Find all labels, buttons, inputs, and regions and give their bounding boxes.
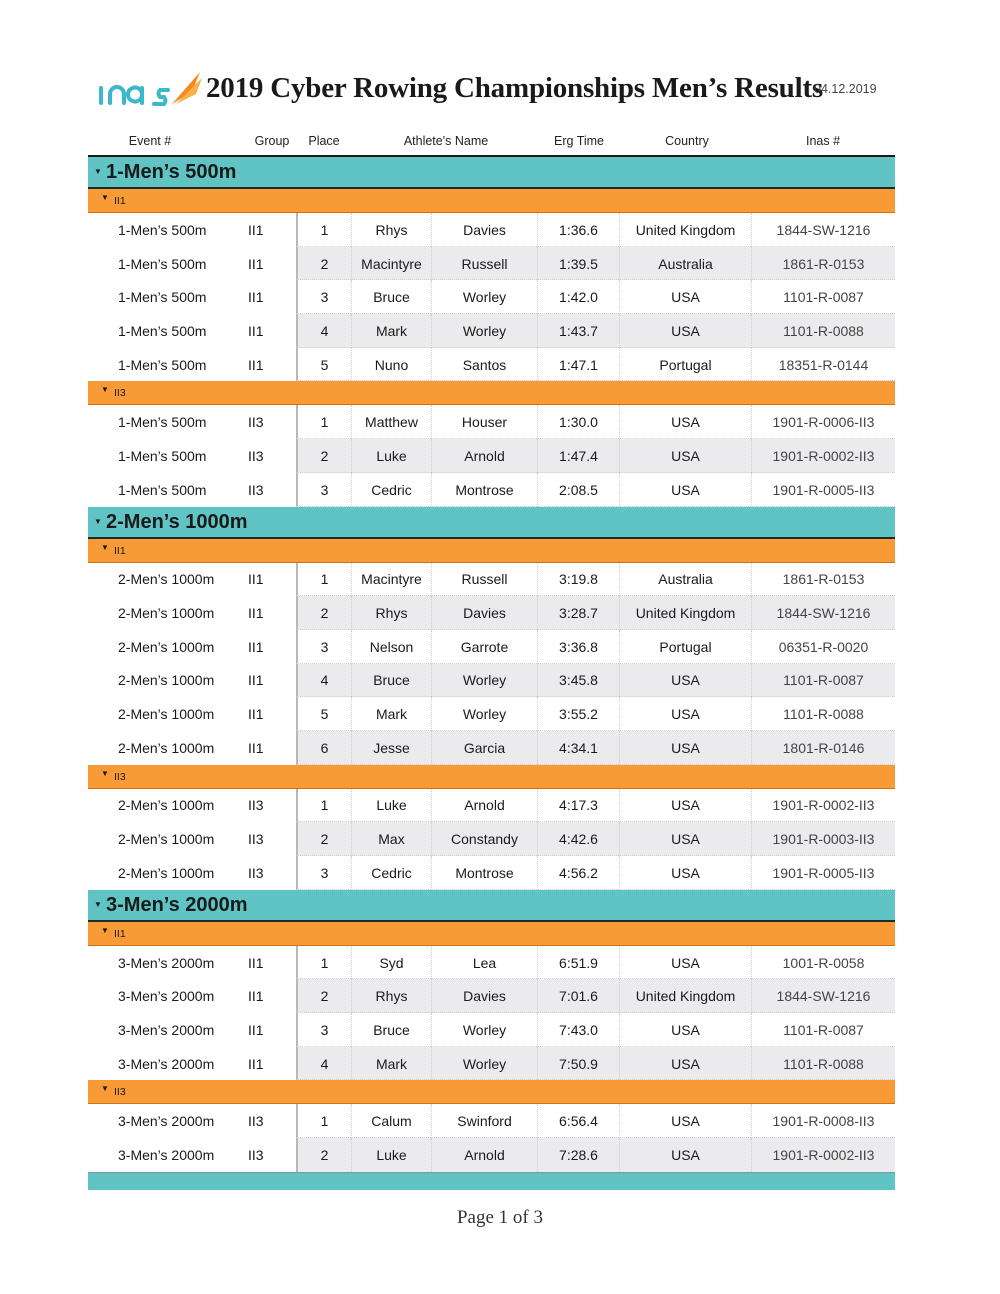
triangle-down-icon[interactable]: ▼ xyxy=(101,768,109,778)
col-place: Place xyxy=(308,134,340,148)
erg-time-cell: 1:30.0 xyxy=(538,405,620,439)
first-name-cell: Macintyre xyxy=(352,247,432,281)
erg-time-cell: 1:43.7 xyxy=(538,314,620,348)
last-name-cell: Russell xyxy=(432,563,538,597)
first-name-cell: Macintyre xyxy=(352,563,432,597)
inas-id-cell: 18351-R-0144 xyxy=(778,356,869,373)
first-name-cell: Jesse xyxy=(352,731,432,765)
inas-id-cell: 1901-R-0003-II3 xyxy=(772,831,875,848)
group-label: II3 xyxy=(114,770,126,783)
event-cell: 1-Men’s 500m xyxy=(118,356,207,373)
erg-time-cell: 4:56.2 xyxy=(538,856,620,890)
table-row[interactable] xyxy=(88,439,895,473)
inas-id-cell: 1901-R-0002-II3 xyxy=(772,447,875,464)
event-cell: 2-Men’s 1000m xyxy=(118,672,215,689)
event-cell: 3-Men’s 2000m xyxy=(118,954,215,971)
event-title: 3-Men’s 2000m xyxy=(106,893,248,916)
group-rows xyxy=(88,405,895,506)
group-cell: II1 xyxy=(248,356,264,373)
group-cell: II3 xyxy=(248,447,264,464)
triangle-down-icon[interactable]: ▼ xyxy=(101,925,109,935)
country-cell: Portugal xyxy=(620,630,752,664)
place-cell: 3 xyxy=(298,280,352,314)
group-cell: II1 xyxy=(248,954,264,971)
erg-time-cell: 1:42.0 xyxy=(538,280,620,314)
page-number: Page 1 of 3 xyxy=(456,1207,543,1228)
place-cell: 1 xyxy=(298,789,352,823)
erg-time-cell: 6:51.9 xyxy=(538,946,620,980)
inas-id-cell: 1861-R-0153 xyxy=(782,571,865,588)
inas-id-cell: 1101-R-0087 xyxy=(783,1021,864,1038)
group-cell: II3 xyxy=(248,831,264,848)
place-cell: 2 xyxy=(298,439,352,473)
group-cell: II1 xyxy=(248,988,264,1005)
event-cell: 2-Men’s 1000m xyxy=(118,797,215,814)
event-cell: 3-Men’s 2000m xyxy=(118,1146,215,1163)
first-name-cell: Max xyxy=(352,822,432,856)
last-name-cell: Montrose xyxy=(432,856,538,890)
last-name-cell: Arnold xyxy=(432,439,538,473)
inas-id-cell: 1001-R-0058 xyxy=(782,954,865,971)
last-name-cell: Davies xyxy=(432,596,538,630)
event-cell: 2-Men’s 1000m xyxy=(118,605,215,622)
group-cell: II1 xyxy=(248,322,264,339)
inas-id-cell: 1801-R-0146 xyxy=(782,739,865,756)
group-cell: II1 xyxy=(248,571,264,588)
place-cell: 4 xyxy=(298,1047,352,1081)
country-cell: USA xyxy=(620,946,752,980)
erg-time-cell: 3:36.8 xyxy=(538,630,620,664)
group-rows xyxy=(88,1104,895,1171)
country-cell: United Kingdom xyxy=(620,979,752,1013)
last-name-cell: Lea xyxy=(432,946,538,980)
inas-id-cell: 1861-R-0153 xyxy=(782,255,865,272)
triangle-down-icon[interactable]: ▼ xyxy=(101,1084,109,1094)
country-cell: USA xyxy=(620,1013,752,1047)
country-cell: United Kingdom xyxy=(620,596,752,630)
erg-time-cell: 1:47.4 xyxy=(538,439,620,473)
group-cell: II3 xyxy=(248,864,264,881)
erg-time-cell: 7:43.0 xyxy=(538,1013,620,1047)
group-cell: II1 xyxy=(248,255,264,272)
country-cell: USA xyxy=(620,1047,752,1081)
table-row[interactable] xyxy=(88,405,895,439)
last-name-cell: Worley xyxy=(432,697,538,731)
place-cell: 2 xyxy=(298,1138,352,1172)
first-name-cell: Luke xyxy=(352,439,432,473)
place-cell: 1 xyxy=(298,946,352,980)
place-cell: 6 xyxy=(298,731,352,765)
place-cell: 1 xyxy=(298,563,352,597)
last-name-cell: Houser xyxy=(432,405,538,439)
event-title: 1-Men’s 500m xyxy=(106,161,237,183)
group-cell: II1 xyxy=(248,638,264,655)
event-title: 2-Men’s 1000m xyxy=(106,510,248,533)
place-cell: 3 xyxy=(298,473,352,507)
table-row[interactable] xyxy=(88,630,895,664)
inas-id-cell: 1844-SW-1216 xyxy=(776,988,871,1005)
erg-time-cell: 4:17.3 xyxy=(538,789,620,823)
group-cell: II3 xyxy=(248,481,264,498)
group-cell: II1 xyxy=(248,672,264,689)
last-name-cell: Garcia xyxy=(432,731,538,765)
last-name-cell: Santos xyxy=(432,348,538,382)
inas-id-cell: 1901-R-0006-II3 xyxy=(772,414,875,431)
table-row[interactable] xyxy=(88,856,895,890)
group-cell: II3 xyxy=(248,1113,264,1130)
place-cell: 5 xyxy=(298,697,352,731)
last-name-cell: Montrose xyxy=(432,473,538,507)
inas-id-cell: 1844-SW-1216 xyxy=(776,221,871,238)
group-label: II1 xyxy=(114,544,126,557)
first-name-cell: Cedric xyxy=(352,473,432,507)
group-label: II1 xyxy=(114,927,126,940)
table-row[interactable] xyxy=(88,697,895,731)
inas-id-cell: 1901-R-0005-II3 xyxy=(772,481,875,498)
event-cell: 1-Men’s 500m xyxy=(118,289,207,306)
country-cell: USA xyxy=(620,1104,752,1138)
country-cell: Portugal xyxy=(620,348,752,382)
inas-id-cell: 1101-R-0088 xyxy=(783,322,864,339)
event-cell: 3-Men’s 2000m xyxy=(118,988,215,1005)
table-row[interactable] xyxy=(88,314,895,348)
col-inas: Inas # xyxy=(805,134,841,148)
group-header[interactable] xyxy=(88,922,895,946)
inas-id-cell: 1901-R-0005-II3 xyxy=(772,864,875,881)
table-row[interactable] xyxy=(88,563,895,597)
country-cell: USA xyxy=(620,822,752,856)
place-cell: 1 xyxy=(298,405,352,439)
triangle-down-icon[interactable]: ▼ xyxy=(94,516,102,526)
group-cell: II3 xyxy=(248,1146,264,1163)
country-cell: Australia xyxy=(620,247,752,281)
group-rows xyxy=(88,213,895,381)
erg-time-cell: 3:19.8 xyxy=(538,563,620,597)
country-cell: USA xyxy=(620,664,752,698)
country-cell: USA xyxy=(620,1138,752,1172)
place-cell: 4 xyxy=(298,314,352,348)
table-footer-band xyxy=(88,1172,895,1190)
group-cell: II1 xyxy=(248,706,264,723)
place-cell: 1 xyxy=(298,213,352,247)
place-cell: 5 xyxy=(298,348,352,382)
last-name-cell: Davies xyxy=(432,979,538,1013)
event-cell: 2-Men’s 1000m xyxy=(118,831,215,848)
col-country: Country xyxy=(665,134,709,148)
place-cell: 3 xyxy=(298,630,352,664)
event-cell: 1-Men’s 500m xyxy=(118,447,207,464)
erg-time-cell: 4:42.6 xyxy=(538,822,620,856)
place-cell: 2 xyxy=(298,247,352,281)
event-cell: 2-Men’s 1000m xyxy=(118,706,215,723)
place-cell: 2 xyxy=(298,979,352,1013)
country-cell: USA xyxy=(620,314,752,348)
last-name-cell: Davies xyxy=(432,213,538,247)
first-name-cell: Nuno xyxy=(352,348,432,382)
table-row[interactable] xyxy=(88,1138,895,1172)
group-header[interactable] xyxy=(88,381,895,405)
table-row[interactable] xyxy=(88,348,895,382)
event-cell: 1-Men’s 500m xyxy=(118,221,207,238)
inas-id-cell: 1901-R-0008-II3 xyxy=(772,1113,875,1130)
erg-time-cell: 1:47.1 xyxy=(538,348,620,382)
event-cell: 2-Men’s 1000m xyxy=(118,638,215,655)
event-header[interactable] xyxy=(88,890,895,922)
table-row[interactable] xyxy=(88,247,895,281)
erg-time-cell: 1:39.5 xyxy=(538,247,620,281)
group-cell: II1 xyxy=(248,1021,264,1038)
table-row[interactable] xyxy=(88,731,895,765)
erg-time-cell: 4:34.1 xyxy=(538,731,620,765)
results-table xyxy=(88,157,895,1190)
inas-id-cell: 1901-R-0002-II3 xyxy=(772,797,875,814)
country-cell: USA xyxy=(620,405,752,439)
table-row[interactable] xyxy=(88,789,895,823)
country-cell: United Kingdom xyxy=(620,213,752,247)
first-name-cell: Mark xyxy=(352,1047,432,1081)
last-name-cell: Arnold xyxy=(432,1138,538,1172)
group-label: II3 xyxy=(114,387,126,400)
table-row[interactable] xyxy=(88,1104,895,1138)
last-name-cell: Russell xyxy=(432,247,538,281)
event-header[interactable] xyxy=(88,157,895,189)
event-cell: 2-Men’s 1000m xyxy=(118,864,215,881)
inas-id-cell: 06351-R-0020 xyxy=(778,638,869,655)
country-cell: USA xyxy=(620,789,752,823)
place-cell: 2 xyxy=(298,596,352,630)
erg-time-cell: 3:28.7 xyxy=(538,596,620,630)
event-cell: 1-Men’s 500m xyxy=(118,255,207,272)
table-row[interactable] xyxy=(88,596,895,630)
inas-id-cell: 1901-R-0002-II3 xyxy=(772,1146,875,1163)
place-cell: 1 xyxy=(298,1104,352,1138)
country-cell: USA xyxy=(620,439,752,473)
col-athlete: Athlete's Name xyxy=(403,134,489,148)
group-cell: II3 xyxy=(248,414,264,431)
col-event: Event # xyxy=(128,134,172,148)
triangle-down-icon[interactable]: ▼ xyxy=(101,542,109,552)
place-cell: 2 xyxy=(298,822,352,856)
erg-time-cell: 3:55.2 xyxy=(538,697,620,731)
inas-id-cell: 1101-R-0087 xyxy=(783,672,864,689)
first-name-cell: Rhys xyxy=(352,596,432,630)
last-name-cell: Swinford xyxy=(432,1104,538,1138)
group-rows xyxy=(88,789,895,890)
erg-time-cell: 7:28.6 xyxy=(538,1138,620,1172)
country-cell: USA xyxy=(620,856,752,890)
group-cell: II1 xyxy=(248,289,264,306)
table-row[interactable] xyxy=(88,213,895,247)
first-name-cell: Rhys xyxy=(352,213,432,247)
erg-time-cell: 7:50.9 xyxy=(538,1047,620,1081)
group-cell: II1 xyxy=(248,1055,264,1072)
first-name-cell: Cedric xyxy=(352,856,432,890)
country-cell: USA xyxy=(620,280,752,314)
table-row[interactable] xyxy=(88,1047,895,1081)
first-name-cell: Rhys xyxy=(352,979,432,1013)
page-header xyxy=(96,66,896,114)
erg-time-cell: 6:56.4 xyxy=(538,1104,620,1138)
inas-logo-icon xyxy=(96,68,206,108)
col-erg-time: Erg Time xyxy=(553,134,605,148)
last-name-cell: Worley xyxy=(432,280,538,314)
group-header[interactable] xyxy=(88,539,895,563)
event-cell: 3-Men’s 2000m xyxy=(118,1021,215,1038)
inas-id-cell: 1101-R-0087 xyxy=(783,289,864,306)
last-name-cell: Worley xyxy=(432,1013,538,1047)
place-cell: 4 xyxy=(298,664,352,698)
first-name-cell: Matthew xyxy=(352,405,432,439)
event-cell: 2-Men’s 1000m xyxy=(118,571,215,588)
table-row[interactable] xyxy=(88,280,895,314)
last-name-cell: Worley xyxy=(432,664,538,698)
last-name-cell: Worley xyxy=(432,1047,538,1081)
event-cell: 1-Men’s 500m xyxy=(118,322,207,339)
group-rows xyxy=(88,946,895,1081)
first-name-cell: Luke xyxy=(352,1138,432,1172)
group-header[interactable] xyxy=(88,189,895,213)
table-row[interactable] xyxy=(88,664,895,698)
event-cell: 1-Men’s 500m xyxy=(118,481,207,498)
last-name-cell: Arnold xyxy=(432,789,538,823)
event-header[interactable] xyxy=(88,507,895,539)
group-header[interactable] xyxy=(88,765,895,789)
last-name-cell: Constandy xyxy=(432,822,538,856)
first-name-cell: Syd xyxy=(352,946,432,980)
group-label: II3 xyxy=(114,1086,126,1099)
group-label: II1 xyxy=(114,195,126,207)
place-cell: 3 xyxy=(298,1013,352,1047)
table-row[interactable] xyxy=(88,1013,895,1047)
first-name-cell: Calum xyxy=(352,1104,432,1138)
triangle-down-icon[interactable]: ▼ xyxy=(94,899,102,909)
event-cell: 3-Men’s 2000m xyxy=(118,1055,215,1072)
erg-time-cell: 7:01.6 xyxy=(538,979,620,1013)
country-cell: Australia xyxy=(620,563,752,597)
report-date: 04.12.2019 xyxy=(814,82,877,96)
event-cell: 3-Men’s 2000m xyxy=(118,1113,215,1130)
group-cell: II1 xyxy=(248,221,264,238)
first-name-cell: Nelson xyxy=(352,630,432,664)
inas-id-cell: 1101-R-0088 xyxy=(783,1055,864,1072)
last-name-cell: Worley xyxy=(432,314,538,348)
first-name-cell: Bruce xyxy=(352,664,432,698)
country-cell: USA xyxy=(620,473,752,507)
table-row[interactable] xyxy=(88,979,895,1013)
group-cell: II1 xyxy=(248,605,264,622)
event-cell: 2-Men’s 1000m xyxy=(118,739,215,756)
first-name-cell: Bruce xyxy=(352,1013,432,1047)
last-name-cell: Garrote xyxy=(432,630,538,664)
group-rows xyxy=(88,563,895,765)
table-row[interactable] xyxy=(88,946,895,980)
place-cell: 3 xyxy=(298,856,352,890)
first-name-cell: Bruce xyxy=(352,280,432,314)
group-cell: II3 xyxy=(248,797,264,814)
group-header[interactable] xyxy=(88,1080,895,1104)
first-name-cell: Mark xyxy=(352,314,432,348)
first-name-cell: Mark xyxy=(352,697,432,731)
triangle-down-icon[interactable]: ▼ xyxy=(101,193,109,202)
event-cell: 1-Men’s 500m xyxy=(118,414,207,431)
table-row[interactable] xyxy=(88,473,895,507)
col-group: Group xyxy=(254,134,290,148)
triangle-down-icon[interactable]: ▼ xyxy=(94,167,102,176)
inas-id-cell: 1844-SW-1216 xyxy=(776,605,871,622)
group-cell: II1 xyxy=(248,739,264,756)
page-title: 2019 Cyber Rowing Championships Men’s Results xyxy=(206,72,824,104)
first-name-cell: Luke xyxy=(352,789,432,823)
triangle-down-icon[interactable]: ▼ xyxy=(101,385,109,395)
table-row[interactable] xyxy=(88,822,895,856)
country-cell: USA xyxy=(620,731,752,765)
erg-time-cell: 3:45.8 xyxy=(538,664,620,698)
erg-time-cell: 2:08.5 xyxy=(538,473,620,507)
column-headers xyxy=(88,130,895,154)
erg-time-cell: 1:36.6 xyxy=(538,213,620,247)
inas-id-cell: 1101-R-0088 xyxy=(783,706,864,723)
country-cell: USA xyxy=(620,697,752,731)
